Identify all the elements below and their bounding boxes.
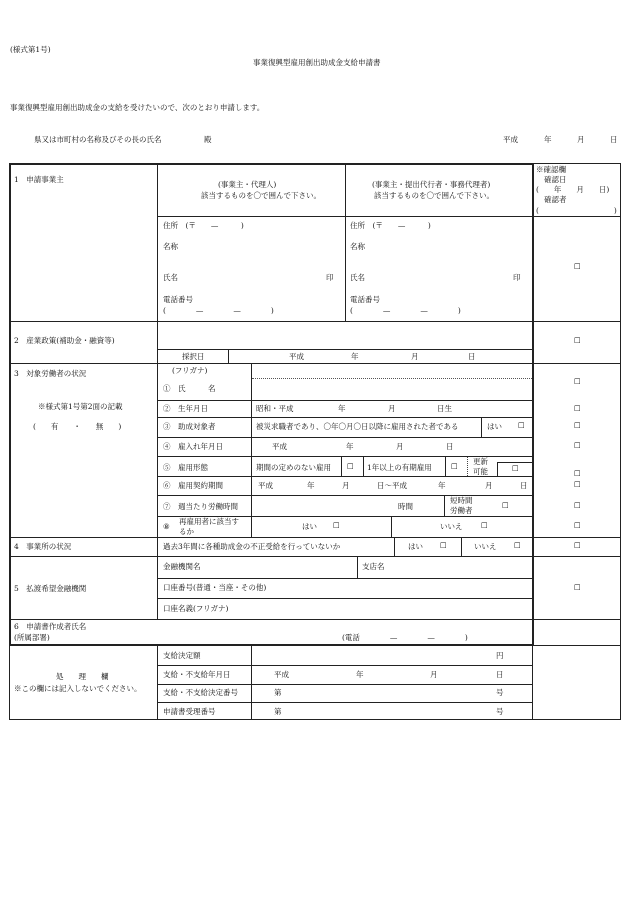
s3-r2-year: 年 bbox=[338, 404, 346, 413]
s1-right-address[interactable]: 住所 (〒 — ) bbox=[350, 221, 431, 230]
s3-r6-day2: 日 bbox=[520, 481, 528, 490]
s5-label: 5 払渡希望金融機関 bbox=[14, 584, 87, 593]
s1-left-name[interactable]: 名称 bbox=[163, 242, 178, 251]
s3-r6-month2: 月 bbox=[485, 481, 493, 490]
s1-left-tel[interactable]: 電話番号 bbox=[163, 295, 193, 304]
confirm-column-label: ※確認欄 bbox=[536, 165, 566, 174]
proc-decision-go: 号 bbox=[496, 688, 504, 697]
s3-r8-yes-checkbox[interactable]: ☐ bbox=[333, 521, 340, 530]
s3-furigana: (フリガナ) bbox=[172, 366, 208, 375]
s4-label: 4 事業所の状況 bbox=[14, 542, 72, 551]
s4-confirm-checkbox[interactable]: ☐ bbox=[574, 541, 581, 550]
s3-r5-checkbox[interactable]: ☐ bbox=[574, 469, 581, 478]
s3-r8-yes: はい bbox=[302, 522, 317, 531]
s1-right-person[interactable]: 氏名 bbox=[350, 273, 365, 282]
s3-r6-year: 年 bbox=[307, 481, 315, 490]
s5-account[interactable]: 口座番号(普通・当座・その他) bbox=[163, 583, 267, 592]
s4-no: いいえ bbox=[474, 542, 497, 551]
proc-date-month: 月 bbox=[430, 670, 438, 679]
proc-title: 処 理 欄 bbox=[56, 672, 109, 681]
addressee-dono: 殿 bbox=[204, 135, 212, 144]
s3-r4-label: ④ 雇入れ年月日 bbox=[163, 442, 223, 451]
s3-r7-short2: 労働者 bbox=[450, 506, 473, 515]
s1-right-tel-paren: ( — — ) bbox=[350, 306, 461, 315]
form-number: (様式第1号) bbox=[10, 45, 51, 54]
s2-month: 月 bbox=[411, 352, 419, 361]
s1-confirm-checkbox[interactable]: ☐ bbox=[574, 262, 581, 271]
date-day: 日 bbox=[610, 135, 618, 144]
proc-receipt-dai: 第 bbox=[274, 707, 282, 716]
s3-r7-checkbox[interactable]: ☐ bbox=[574, 501, 581, 510]
s3-r5-renew2: 可能 bbox=[473, 467, 488, 476]
s3-r3-label: ③ 助成対象者 bbox=[163, 422, 216, 431]
s5-holder[interactable]: 口座名義(フリガナ) bbox=[163, 604, 229, 613]
s5-confirm-checkbox[interactable]: ☐ bbox=[574, 583, 581, 592]
s4-yes-checkbox[interactable]: ☐ bbox=[440, 541, 447, 550]
s3-r3-yes-checkbox[interactable]: ☐ bbox=[518, 421, 525, 430]
s1-right-name[interactable]: 名称 bbox=[350, 242, 365, 251]
s2-era: 平成 bbox=[289, 352, 304, 361]
s3-r5-renew1: 更新 bbox=[473, 457, 488, 466]
proc-date-year: 年 bbox=[356, 670, 364, 679]
s3-r2-checkbox[interactable]: ☐ bbox=[574, 404, 581, 413]
s3-r5-fixed-checkbox[interactable]: ☐ bbox=[451, 462, 458, 471]
s3-r4-checkbox[interactable]: ☐ bbox=[574, 441, 581, 450]
date-era: 平成 bbox=[503, 135, 518, 144]
s4-no-checkbox[interactable]: ☐ bbox=[514, 541, 521, 550]
s2-label: 2 産業政策(補助金・融資等) bbox=[14, 336, 115, 345]
s6-label: 6 申請書作成者氏名 bbox=[14, 622, 87, 631]
proc-note: ※この欄には記入しないでください。 bbox=[14, 684, 142, 693]
s3-r6-month: 月 bbox=[342, 481, 350, 490]
s2-adopt-label: 採択日 bbox=[182, 352, 205, 361]
s1-left-address[interactable]: 住所 (〒 — ) bbox=[163, 221, 244, 230]
s3-r7-label: ⑦ 週当たり労働時間 bbox=[163, 502, 238, 511]
s1-right-tel[interactable]: 電話番号 bbox=[350, 295, 380, 304]
s3-r3-value: 被災求職者であり、〇年〇月〇日以降に雇用された者である bbox=[256, 422, 459, 431]
s3-r8-num: ⑧ bbox=[163, 522, 170, 531]
s3-r4-year: 年 bbox=[346, 442, 354, 451]
s4-yes: はい bbox=[408, 542, 423, 551]
s5-branch[interactable]: 支店名 bbox=[362, 562, 385, 571]
s3-r6-checkbox[interactable]: ☐ bbox=[574, 480, 581, 489]
s3-r8-no: いいえ bbox=[440, 522, 463, 531]
date-year: 年 bbox=[544, 135, 552, 144]
s2-day: 日 bbox=[468, 352, 476, 361]
s2-year: 年 bbox=[351, 352, 359, 361]
s2-confirm-checkbox[interactable]: ☐ bbox=[574, 336, 581, 345]
s3-r6-year2: 年 bbox=[438, 481, 446, 490]
s3-r5-renew-checkbox[interactable]: ☐ bbox=[512, 464, 519, 473]
s1-right-head2: 該当するものを〇で囲んで下さい。 bbox=[374, 191, 494, 200]
form-title: 事業復興型雇用創出助成金支給申請書 bbox=[253, 58, 381, 67]
s3-r2-month: 月 bbox=[388, 404, 396, 413]
s3-label: 3 対象労働者の状況 bbox=[14, 369, 87, 378]
confirm-person-label: 確認者 bbox=[544, 195, 567, 204]
confirm-date-paren: ( 年 月 日) bbox=[536, 185, 610, 194]
s1-left-head2: 該当するものを〇で囲んで下さい。 bbox=[201, 191, 321, 200]
s3-r7-short-checkbox[interactable]: ☐ bbox=[502, 501, 509, 510]
s3-r3-yes: はい bbox=[487, 422, 502, 431]
s1-right-seal: 印 bbox=[513, 273, 521, 282]
s3-yes-no[interactable]: ( 有 ・ 無 ) bbox=[33, 422, 122, 431]
proc-decision-label: 支給・不支給決定番号 bbox=[163, 688, 238, 697]
s3-r1-label: ① 氏 名 bbox=[163, 384, 216, 393]
s3-r7-short1: 短時間 bbox=[450, 496, 473, 505]
date-month: 月 bbox=[577, 135, 585, 144]
s3-r1-checkbox[interactable]: ☐ bbox=[574, 377, 581, 386]
addressee-label: 県又は市町村の名称及びその長の氏名 bbox=[34, 135, 162, 144]
s3-r4-day: 日 bbox=[446, 442, 454, 451]
proc-date-era: 平成 bbox=[274, 670, 289, 679]
s3-r6-mid: 日～平成 bbox=[377, 481, 407, 490]
intro-text: 事業復興型雇用創出助成金の支給を受けたいので、次のとおり申請します。 bbox=[10, 103, 265, 112]
s3-r3-checkbox[interactable]: ☐ bbox=[574, 421, 581, 430]
proc-date-label: 支給・不支給年月日 bbox=[163, 670, 231, 679]
proc-decision-dai: 第 bbox=[274, 688, 282, 697]
s3-r7-hours: 時間 bbox=[398, 502, 413, 511]
s3-note: ※様式第1号第2面の記載 bbox=[38, 402, 123, 411]
s3-r8-checkbox[interactable]: ☐ bbox=[574, 521, 581, 530]
s3-r8-no-checkbox[interactable]: ☐ bbox=[481, 521, 488, 530]
s1-right-head1: (事業主・提出代行者・事務代理者) bbox=[372, 180, 491, 189]
proc-receipt-label: 申請書受理番号 bbox=[163, 707, 216, 716]
s3-r5-permanent: 期間の定めのない雇用 bbox=[256, 463, 331, 472]
confirm-date-label: 確認日 bbox=[544, 175, 567, 184]
proc-yen: 円 bbox=[496, 651, 504, 660]
proc-date-day: 日 bbox=[496, 670, 504, 679]
s3-r6-label: ⑥ 雇用契約期間 bbox=[163, 481, 223, 490]
s3-r2-label: ② 生年月日 bbox=[163, 404, 208, 413]
s3-r2-era: 昭和・平成 bbox=[256, 404, 294, 413]
confirm-person-paren: ( ) bbox=[536, 206, 617, 215]
s6-tel[interactable]: (電話 — — ) bbox=[342, 633, 468, 642]
s3-r5-fixed-term: 1年以上の有期雇用 bbox=[367, 463, 432, 472]
s3-r4-month: 月 bbox=[396, 442, 404, 451]
s1-left-tel-paren: ( — — ) bbox=[163, 306, 274, 315]
s3-r8-label2: るか bbox=[179, 527, 194, 536]
s1-left-person[interactable]: 氏名 bbox=[163, 273, 178, 282]
s6-dept: (所属部署) bbox=[14, 633, 50, 642]
s3-r6-era: 平成 bbox=[258, 481, 273, 490]
proc-amount-label: 支給決定額 bbox=[163, 651, 201, 660]
s3-r5-permanent-checkbox[interactable]: ☐ bbox=[347, 462, 354, 471]
s1-label: 1 申請事業主 bbox=[14, 175, 64, 184]
s3-r8-label1: 再雇用者に該当す bbox=[179, 517, 239, 526]
s4-question: 過去3年間に各種助成金の不正受給を行っていないか bbox=[163, 542, 341, 551]
s5-bank[interactable]: 金融機関名 bbox=[163, 562, 201, 571]
s3-r5-label: ⑤ 雇用形態 bbox=[163, 463, 208, 472]
s1-left-seal: 印 bbox=[326, 273, 334, 282]
s1-left-head1: (事業主・代理人) bbox=[218, 180, 277, 189]
s3-r2-day: 日生 bbox=[437, 404, 452, 413]
s3-r4-era: 平成 bbox=[272, 442, 287, 451]
proc-receipt-go: 号 bbox=[496, 707, 504, 716]
